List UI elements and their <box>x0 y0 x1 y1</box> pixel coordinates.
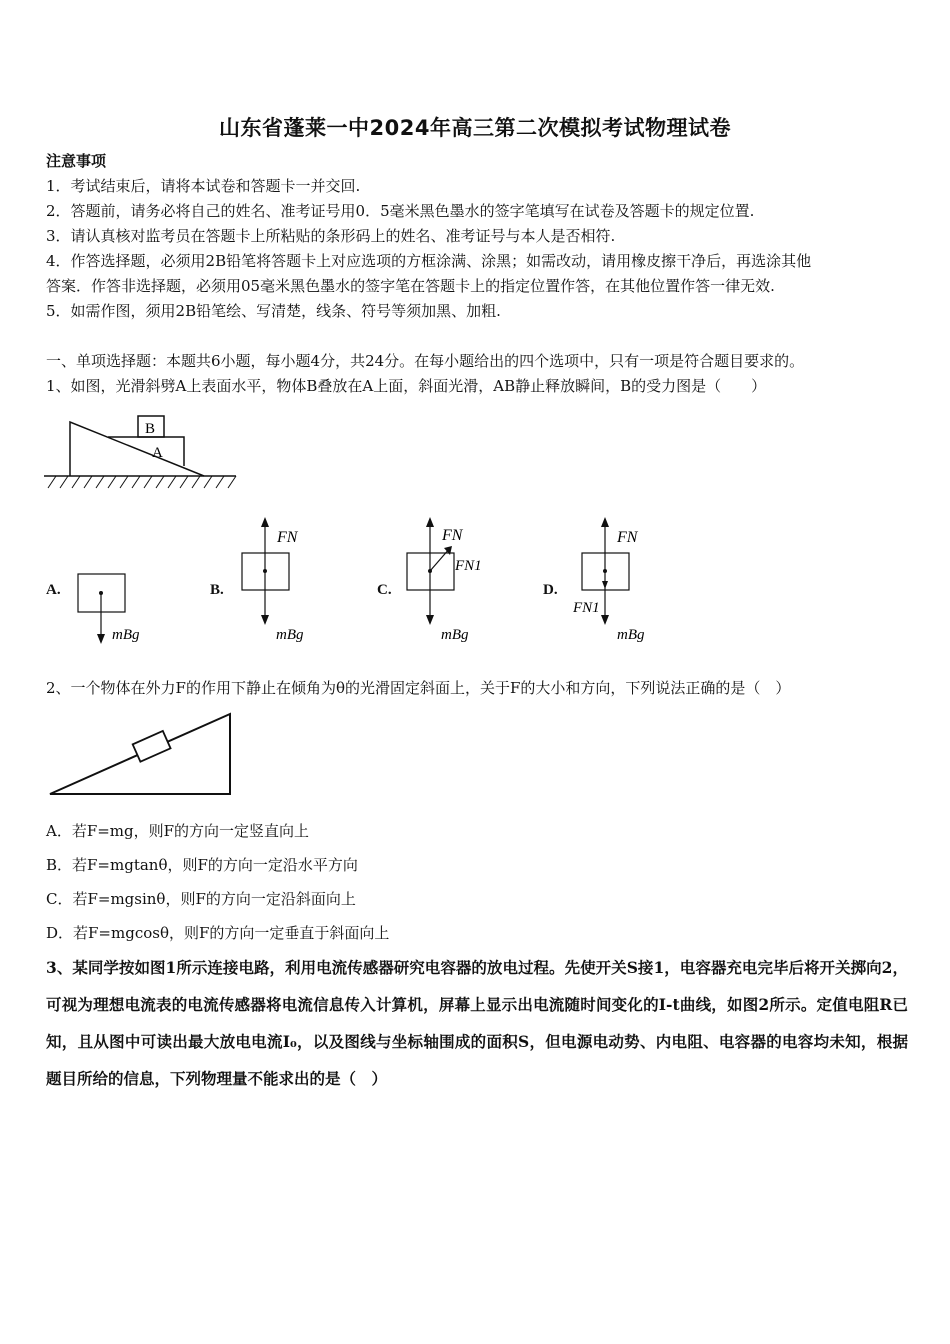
notice-item: 5．如需作图，须用2B铅笔绘、写清楚，线条、符号等须加黑、加粗. <box>46 302 501 320</box>
notice-item: 答案．作答非选择题，必须用05毫米黑色墨水的签字笔在答题卡上的指定位置作答，在其他位置作答一律无效. <box>46 277 775 295</box>
gravity-label: mBg <box>617 627 645 643</box>
normal-force-label: FN <box>442 527 463 544</box>
option-c-label: C. <box>377 582 392 598</box>
page-title: 山东省蓬莱一中2024年高三第二次模拟考试物理试卷 <box>219 116 731 140</box>
normal-force-1-label: FN1 <box>455 558 482 574</box>
block-b-label: B <box>145 421 156 437</box>
option-d-label: D. <box>543 582 558 598</box>
section-heading: 一、单项选择题：本题共6小题，每小题4分，共24分。在每小题给出的四个选项中，只有一项是符合题目要求的。 <box>46 352 805 370</box>
notice-heading: 注意事项 <box>46 152 107 170</box>
question-3-stem: 3、某同学按如图1所示连接电路，利用电流传感器研究电容器的放电过程。先使开关S接1，电容器充电完毕后将开关掷向2，可视为理想电流表的电流传感器将电流信息传入计算机，屏幕上显示出电流随时间变化的I-t曲线，如图2所示。定值电阻R已知，且从图中可读出最大放电电流I₀，以及图线与坐标轴围成的面积S，但电源电动势、内电阻、电容器的电容均未知，根据题目所给的信息，下列物理量不能求出的是（ ） <box>46 958 908 1088</box>
notice-item: 2．答题前，请务必将自己的姓名、准考证号用0．5毫米黑色墨水的签字笔填写在试卷及答题卡的规定位置. <box>46 202 755 220</box>
force-diagram-b <box>235 515 325 645</box>
option-a-label: A. <box>46 582 61 598</box>
question-1-stem: 1、如图，光滑斜劈A上表面水平，物体B叠放在A上面，斜面光滑，AB静止释放瞬间，B的受力图是（ ） <box>46 377 767 395</box>
force-diagram-d <box>573 515 668 645</box>
normal-force-label: FN <box>277 529 298 546</box>
force-diagram-c <box>400 515 500 645</box>
question-2-stem: 2、一个物体在外力F的作用下静止在倾角为θ的光滑固定斜面上，关于F的大小和方向，下列说法正确的是（ ） <box>46 679 791 697</box>
wedge-figure <box>44 408 239 494</box>
q2-option-c: C．若F=mgsinθ，则F的方向一定沿斜面向上 <box>46 890 356 908</box>
q2-option-d: D．若F=mgcosθ，则F的方向一定垂直于斜面向上 <box>46 924 390 942</box>
incline-figure <box>44 710 239 800</box>
normal-force-label: FN <box>617 529 638 546</box>
q2-option-b: B．若F=mgtanθ，则F的方向一定沿水平方向 <box>46 856 358 874</box>
notice-item: 3．请认真核对监考员在答题卡上所粘贴的条形码上的姓名、准考证号与本人是否相符. <box>46 227 616 245</box>
normal-force-1-label: FN1 <box>573 600 600 616</box>
wedge-a-label: A <box>152 445 163 461</box>
gravity-label: mBg <box>441 627 469 643</box>
q2-option-a: A．若F=mg，则F的方向一定竖直向上 <box>46 822 310 840</box>
notice-item: 1．考试结束后，请将本试卷和答题卡一并交回. <box>46 177 361 195</box>
force-diagram-a <box>70 560 160 648</box>
gravity-label: mBg <box>276 627 304 643</box>
option-b-label: B. <box>210 582 224 598</box>
notice-item: 4．作答选择题，必须用2B铅笔将答题卡上对应选项的方框涂满、涂黑；如需改动，请用橡皮擦干净后，再选涂其他 <box>46 252 812 270</box>
gravity-label: mBg <box>112 627 140 643</box>
